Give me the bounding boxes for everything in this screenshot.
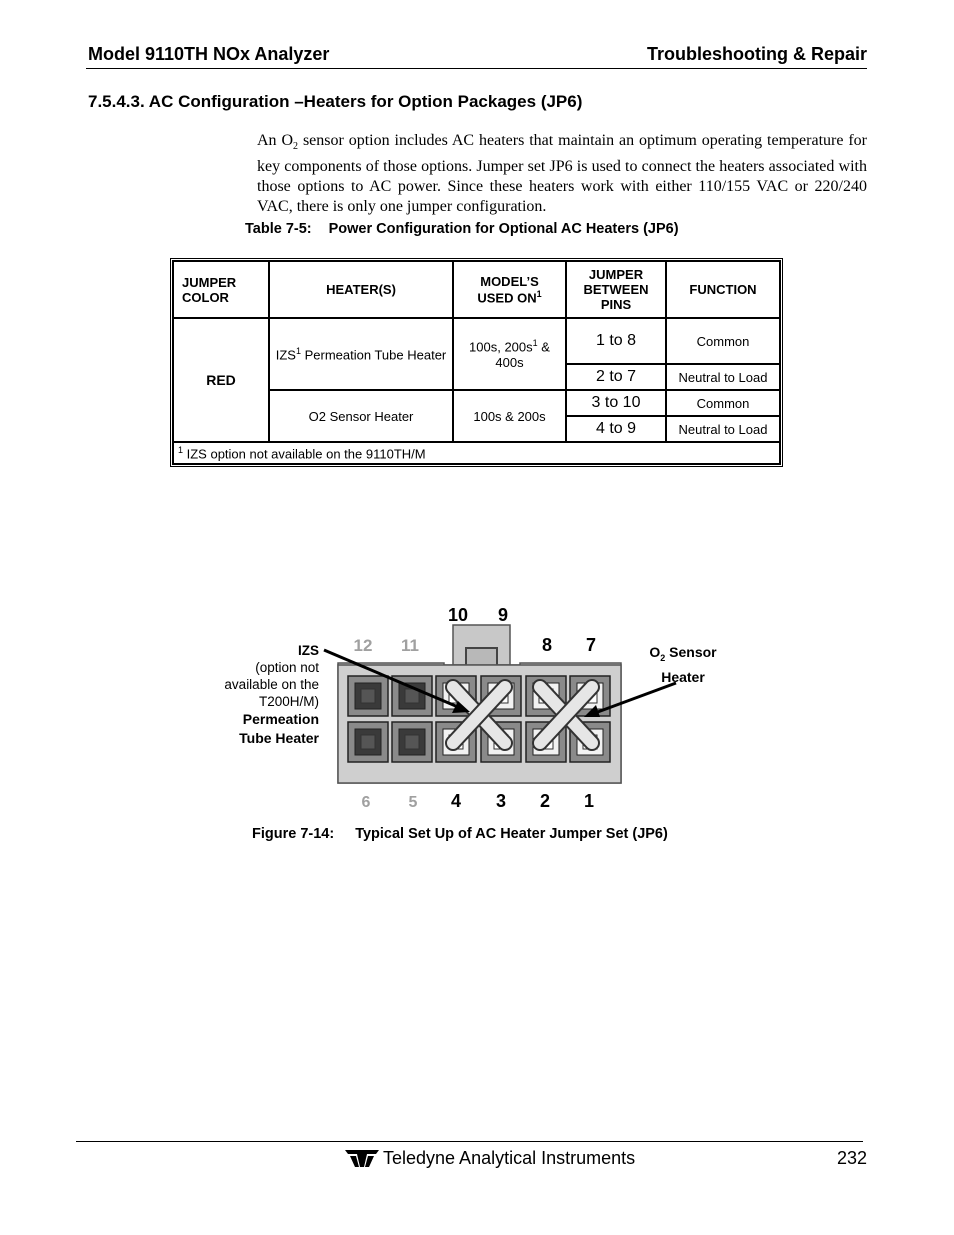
pin-label-12: 12 <box>353 636 373 655</box>
table-caption: Table 7-5: Power Configuration for Optional AC Heaters (JP6) <box>245 221 679 237</box>
pin-label-8: 8 <box>541 635 553 655</box>
running-header-right: Troubleshooting & Repair <box>646 44 867 64</box>
header-function: FUNCTION <box>666 261 780 318</box>
header-heaters: HEATER(S) <box>269 261 453 318</box>
footer-company: Teledyne Analytical Instruments <box>383 1148 636 1168</box>
pin-label-9: 9 <box>497 605 509 625</box>
o2-callout-label: $O_2$ Sensor Heater <box>649 644 717 685</box>
models-cell-izs: 100s, $200s^1$ & 400s <box>453 318 566 390</box>
power-config-table <box>170 258 783 467</box>
pins-cell: 3 to 10 <box>566 390 666 416</box>
pin-label-10: 10 <box>447 605 469 625</box>
pin-label-1: 1 <box>583 791 595 811</box>
header-models: MODEL’S USED $ON^1$ <box>453 261 566 318</box>
teledyne-logo-icon <box>344 1147 380 1169</box>
header-pins: JUMPER BETWEEN PINS <box>566 261 666 318</box>
jumper-color-cell: RED <box>173 318 269 442</box>
page-number: 232 <box>836 1148 867 1168</box>
pins-cell: 4 to 9 <box>566 416 666 442</box>
pin-socket <box>392 722 432 762</box>
pins-cell: 1 to 8 <box>566 318 666 364</box>
pin-label-6: 6 <box>361 794 371 811</box>
heater-cell-izs: IZS$^1$ Permeation Tube Heater <box>269 318 453 390</box>
function-cell: Common <box>666 318 780 364</box>
function-cell: Neutral to Load <box>666 364 780 390</box>
pin-label-4: 4 <box>450 791 462 811</box>
pin-label-7: 7 <box>585 635 597 655</box>
function-cell: Neutral to Load <box>666 416 780 442</box>
pin-label-11: 11 <box>401 636 419 655</box>
body-paragraph: An $O_2$ sensor option includes AC heaters that maintain an optimum operating temperature for key components of those options. Jumper set JP6 is used to connect the heaters associated with those options to AC power. Since these heaters work with either 110/155 VAC or 220/240 VAC, there is only one jumper configuration. <box>257 132 868 216</box>
pin-socket <box>348 722 388 762</box>
pin-label-5: 5 <box>408 794 418 811</box>
running-header-left: Model 9110TH NOx Analyzer <box>88 44 330 64</box>
function-cell: Common <box>666 390 780 416</box>
section-title: 7.5.4.3. AC Configuration –Heaters for Option Packages (JP6) <box>88 92 583 111</box>
table-footnote: $^1$ IZS option not available on the 9110TH/M <box>173 442 780 464</box>
models-cell-o2: 100s & 200s <box>453 390 566 442</box>
pin-label-3: 3 <box>495 791 507 811</box>
figure-caption: Figure 7-14: Typical Set Up of AC Heater Jumper Set (JP6) <box>252 826 668 842</box>
izs-callout-label: IZS (option not available on the T200H/M) Permeation Tube Heater <box>224 643 319 746</box>
pin-socket <box>348 676 388 716</box>
header-jumper-color: JUMPER COLOR <box>173 261 269 318</box>
heater-cell-o2: O2 Sensor Heater <box>269 390 453 442</box>
footer-rule <box>76 1141 863 1142</box>
header-rule <box>86 68 867 69</box>
pin-label-2: 2 <box>539 791 551 811</box>
pins-cell: 2 to 7 <box>566 364 666 390</box>
